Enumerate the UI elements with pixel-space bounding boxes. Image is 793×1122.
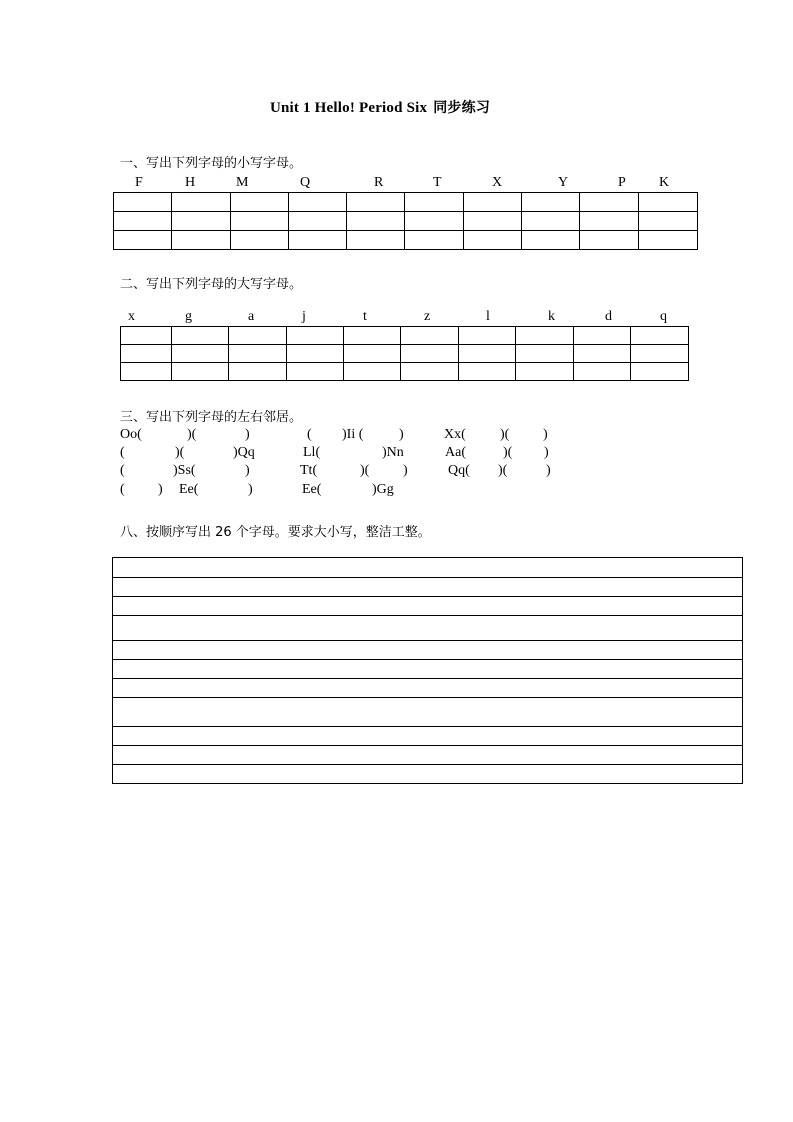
section3-heading: 三、写出下列字母的左右邻居。 — [120, 410, 303, 425]
section2-grid — [120, 326, 689, 381]
writing-line[interactable] — [113, 597, 742, 616]
answer-cell[interactable] — [288, 212, 346, 231]
answer-cell[interactable] — [463, 193, 521, 212]
neighbor-exercise-row — [120, 463, 720, 481]
answer-cell[interactable] — [229, 327, 286, 345]
writing-line[interactable] — [113, 641, 742, 660]
exercise-text: ( — [120, 445, 125, 460]
answer-cell[interactable] — [631, 327, 689, 345]
exercise-text: Ll( — [303, 445, 321, 460]
answer-cell[interactable] — [286, 363, 343, 381]
answer-cell[interactable] — [172, 193, 230, 212]
answer-cell[interactable] — [288, 231, 346, 250]
answer-cell[interactable] — [458, 327, 515, 345]
writing-line[interactable] — [113, 765, 742, 784]
exercise-text: ( — [120, 463, 125, 478]
answer-cell[interactable] — [580, 231, 638, 250]
exercise-text: Qq( — [448, 463, 470, 478]
answer-cell[interactable] — [405, 231, 463, 250]
answer-cell[interactable] — [347, 193, 405, 212]
exercise-text: ( — [307, 427, 312, 442]
answer-cell[interactable] — [573, 345, 630, 363]
answer-cell[interactable] — [638, 231, 697, 250]
letter-label: q — [660, 309, 667, 324]
answer-cell[interactable] — [631, 345, 689, 363]
answer-cell[interactable] — [401, 327, 458, 345]
answer-cell[interactable] — [344, 327, 401, 345]
writing-line[interactable] — [113, 698, 742, 727]
answer-cell[interactable] — [230, 193, 288, 212]
grid-row — [121, 327, 689, 345]
exercise-text: ) — [245, 463, 250, 478]
answer-cell[interactable] — [463, 212, 521, 231]
writing-line[interactable] — [113, 558, 742, 578]
writing-lines — [112, 557, 743, 784]
letter-label: l — [486, 309, 490, 324]
exercise-text: )( — [500, 427, 510, 442]
answer-cell[interactable] — [230, 231, 288, 250]
exercise-text: Ee( — [179, 482, 199, 497]
answer-cell[interactable] — [172, 212, 230, 231]
exercise-text: ) — [158, 482, 163, 497]
answer-cell[interactable] — [171, 327, 228, 345]
grid-row — [121, 363, 689, 381]
exercise-text: Tt( — [300, 463, 318, 478]
neighbor-exercise-row — [120, 482, 720, 500]
writing-line[interactable] — [113, 746, 742, 765]
exercise-text: ) — [248, 482, 253, 497]
letter-label: R — [374, 175, 384, 190]
exercise-text: Aa( — [445, 445, 466, 460]
answer-cell[interactable] — [114, 193, 172, 212]
answer-cell[interactable] — [121, 363, 172, 381]
answer-cell[interactable] — [638, 212, 697, 231]
exercise-text: )Gg — [372, 482, 394, 497]
answer-cell[interactable] — [114, 231, 172, 250]
answer-cell[interactable] — [286, 345, 343, 363]
letter-label: x — [128, 309, 135, 324]
letter-label: K — [659, 175, 670, 190]
letter-label: X — [492, 175, 503, 190]
exercise-text: ) — [403, 463, 408, 478]
answer-cell[interactable] — [631, 363, 689, 381]
answer-cell[interactable] — [347, 212, 405, 231]
answer-cell[interactable] — [463, 231, 521, 250]
writing-line[interactable] — [113, 578, 742, 597]
answer-cell[interactable] — [522, 231, 580, 250]
letter-label: F — [135, 175, 143, 190]
answer-cell[interactable] — [286, 327, 343, 345]
answer-cell[interactable] — [171, 345, 228, 363]
section1-heading: 一、写出下列字母的小写字母。 — [120, 156, 303, 171]
exercise-text: )( — [187, 427, 197, 442]
grid-row — [114, 231, 698, 250]
exercise-text: )( — [175, 445, 185, 460]
answer-cell[interactable] — [230, 212, 288, 231]
answer-cell[interactable] — [580, 193, 638, 212]
exercise-text: )Nn — [382, 445, 404, 460]
answer-cell[interactable] — [114, 212, 172, 231]
neighbor-exercise-row — [120, 427, 720, 445]
answer-cell[interactable] — [458, 345, 515, 363]
answer-cell[interactable] — [516, 327, 573, 345]
answer-cell[interactable] — [288, 193, 346, 212]
writing-line[interactable] — [113, 679, 742, 698]
answer-cell[interactable] — [580, 212, 638, 231]
answer-cell[interactable] — [347, 231, 405, 250]
grid-row — [121, 345, 689, 363]
grid-row — [114, 193, 698, 212]
exercise-text: )Ii ( — [342, 427, 364, 442]
letter-label: z — [424, 309, 431, 324]
answer-cell[interactable] — [638, 193, 697, 212]
section1-grid — [113, 192, 698, 250]
answer-cell[interactable] — [405, 212, 463, 231]
section4-heading: 八、按顺序写出 26 个字母。要求大小写，整洁工整。 — [120, 525, 431, 540]
answer-cell[interactable] — [229, 363, 286, 381]
letter-label: H — [185, 175, 196, 190]
exercise-text: )( — [498, 463, 508, 478]
answer-cell[interactable] — [344, 345, 401, 363]
letter-label: Q — [300, 175, 311, 190]
writing-line[interactable] — [113, 660, 742, 679]
letter-label: t — [363, 309, 367, 324]
exercise-text: Ee( — [302, 482, 322, 497]
title-cn: 同步练习 — [433, 100, 491, 116]
answer-cell[interactable] — [458, 363, 515, 381]
answer-cell[interactable] — [172, 231, 230, 250]
answer-cell[interactable] — [401, 363, 458, 381]
letter-label: a — [248, 309, 255, 324]
answer-cell[interactable] — [522, 193, 580, 212]
answer-cell[interactable] — [171, 363, 228, 381]
answer-cell[interactable] — [401, 345, 458, 363]
answer-cell[interactable] — [121, 345, 172, 363]
grid-row — [114, 212, 698, 231]
exercise-text: ) — [546, 463, 551, 478]
exercise-text: )( — [503, 445, 513, 460]
page-title — [0, 97, 760, 117]
letter-label: P — [618, 175, 626, 190]
letter-label: d — [605, 309, 612, 324]
exercise-text: ) — [399, 427, 404, 442]
answer-cell[interactable] — [573, 327, 630, 345]
letter-label: T — [433, 175, 442, 190]
writing-line[interactable] — [113, 616, 742, 641]
exercise-text: ) — [245, 427, 250, 442]
writing-line[interactable] — [113, 727, 742, 746]
section2-heading: 二、写出下列字母的大写字母。 — [120, 277, 303, 292]
exercise-text: )Qq — [233, 445, 255, 460]
exercise-text: ( — [120, 482, 125, 497]
section2-letters — [0, 309, 793, 327]
exercise-text: Xx( — [444, 427, 466, 442]
exercise-text: ) — [543, 427, 548, 442]
answer-cell[interactable] — [121, 327, 172, 345]
answer-cell[interactable] — [229, 345, 286, 363]
answer-cell[interactable] — [516, 363, 573, 381]
exercise-text: Oo( — [120, 427, 142, 442]
letter-label: g — [185, 309, 192, 324]
answer-cell[interactable] — [522, 212, 580, 231]
exercise-text: ) — [544, 445, 549, 460]
letter-label: j — [302, 309, 306, 324]
section1-letters — [0, 175, 793, 193]
title-main: Unit 1 Hello! Period Six — [269, 100, 428, 116]
answer-cell[interactable] — [405, 193, 463, 212]
answer-cell[interactable] — [573, 363, 630, 381]
letter-label: Y — [558, 175, 569, 190]
letter-label: M — [236, 175, 249, 190]
exercise-text: )( — [360, 463, 370, 478]
answer-cell[interactable] — [516, 345, 573, 363]
exercise-text: )Ss( — [173, 463, 196, 478]
letter-label: k — [548, 309, 555, 324]
neighbor-exercise-row — [120, 445, 720, 463]
answer-cell[interactable] — [344, 363, 401, 381]
